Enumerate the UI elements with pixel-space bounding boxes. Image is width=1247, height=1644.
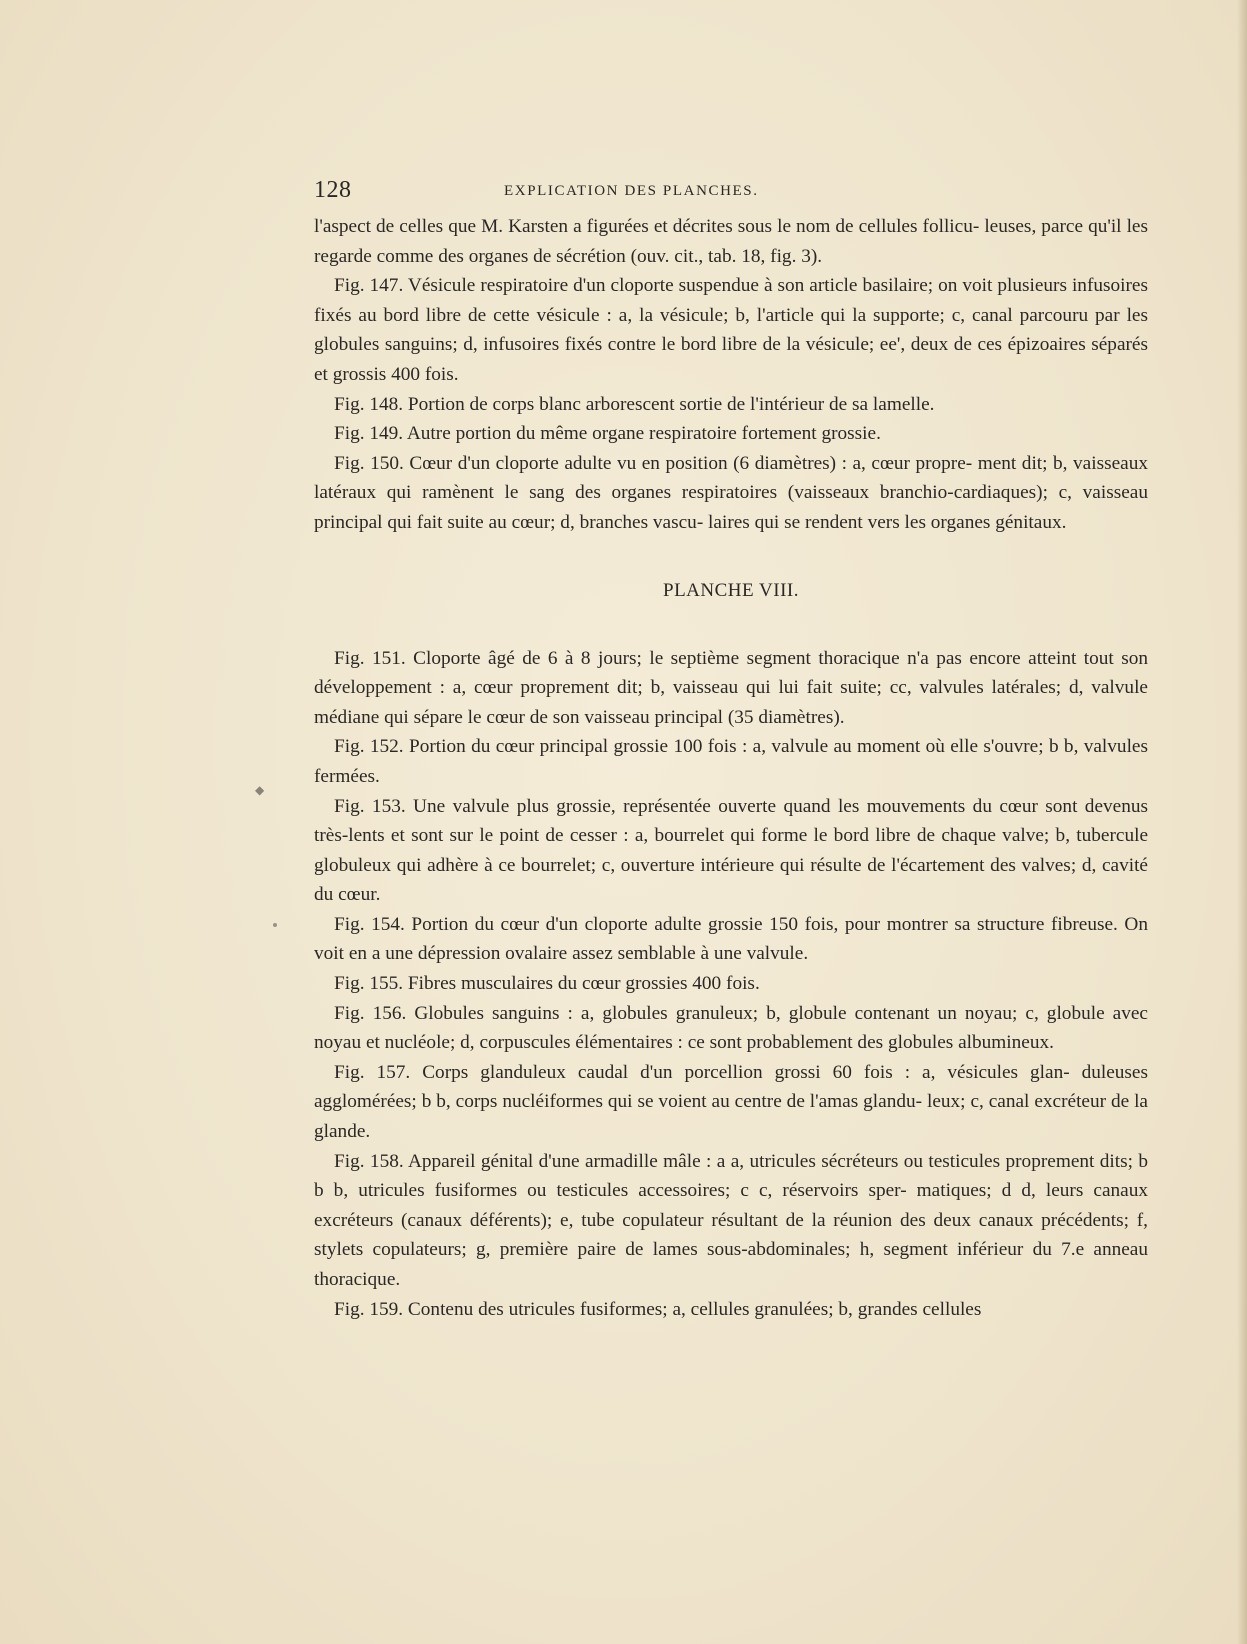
paragraph-fig-153: Fig. 153. Une valvule plus grossie, représentée ouverte quand les mouvements du cœur sont devenus très-lents et sont sur le point de cesser : a, bourrelet qui forme le bord libre de chaque valve; b, tubercule globuleux qui adhère à ce bourrelet; c, ouverture intérieure qui résulte de l'écartement des valves; d, cavité du cœur. xyxy=(314,795,1148,906)
paragraph-fig-149: Fig. 149. Autre portion du même organe respiratoire fortement grossie. xyxy=(334,423,881,445)
margin-dot xyxy=(273,923,277,927)
plate-heading: PLANCHE VIII. xyxy=(663,579,799,601)
paragraph-fig-147: Fig. 147. Vésicule respiratoire d'un cloporte suspendue à son article basilaire; on voit plusieurs infusoires fixés au bord libre de cette vésicule : a, la vésicule; b, l'article qui la supporte; c, canal parcouru par les globules sanguins; d, infusoires fixés contre le bord libre de la vésicule; ee', deux de ces épizoaires séparés et grossis 400 fois. xyxy=(314,275,1148,385)
paragraph-fig-155: Fig. 155. Fibres musculaires du cœur grossies 400 fois. xyxy=(334,973,760,995)
paragraph-fig-151: Fig. 151. Cloporte âgé de 6 à 8 jours; le septième segment thoracique n'a pas encore atteint tout son développement : a, cœur proprement dit; b, vaisseau qui lui fait suite; cc, valvules latérales; d, valvule médiane qui sépare le cœur de son vaisseau principal (35 diamètres). xyxy=(314,647,1148,728)
margin-speck: ◆ xyxy=(255,783,265,797)
paragraph-fig-159: Fig. 159. Contenu des utricules fusiformes; a, cellules granulées; b, grandes cellules xyxy=(334,1298,982,1320)
body-text xyxy=(314,212,1148,1324)
page-header xyxy=(314,177,1144,207)
paragraph-fig-154: Fig. 154. Portion du cœur d'un cloporte adulte grossie 150 fois, pour montrer sa structure fibreuse. On voit en a une dépression ovalaire assez semblable à une valvule. xyxy=(314,913,1148,965)
page-edge-shadow xyxy=(1237,0,1247,1644)
paragraph-fig-152: Fig. 152. Portion du cœur principal grossie 100 fois : a, valvule au moment où elle s'ouvre; b b, valvules fermées. xyxy=(314,736,1148,787)
running-title: EXPLICATION DES PLANCHES. xyxy=(504,183,759,199)
paragraph-fig-158: Fig. 158. Appareil génital d'une armadille mâle : a a, utricules sécréteurs ou testicules proprement dits; b b b, utricules fusiformes ou testicules accessoires; c c, réservoirs sper- matiques; d d, leurs canaux excréteurs (canaux déférents); e, tube copulateur résultant de la réunion des deux canaux précédents; f, stylets copulateurs; g, première paire de lames sous-abdominales; h, segment inférieur du 7.e anneau thoracique. xyxy=(314,1150,1148,1290)
paragraph-fig-157: Fig. 157. Corps glanduleux caudal d'un porcellion grossi 60 fois : a, vésicules glan- duleuses agglomérées; b b, corps nucléiformes qui se voient au centre de l'amas glandu- leux; c, canal excréteur de la glande. xyxy=(314,1061,1148,1143)
page-number: 128 xyxy=(314,177,352,203)
paragraph-fig-148: Fig. 148. Portion de corps blanc arborescent sortie de l'intérieur de sa lamelle. xyxy=(334,393,935,415)
paragraph-fig-150: Fig. 150. Cœur d'un cloporte adulte vu en position (6 diamètres) : a, cœur propre- ment dit; b, vaisseaux latéraux qui ramènent le sang des organes respiratoires (vaisseaux branchio-cardiaques); c, vaisseau principal qui fait suite au cœur; d, branches vascu- laires qui se rendent vers les organes génitaux. xyxy=(314,452,1148,533)
paragraph-fig-156: Fig. 156. Globules sanguins : a, globules granuleux; b, globule contenant un noyau; c, globule avec noyau et nucléole; d, corpuscules élémentaires : ce sont probablement des globules albumineux. xyxy=(314,1002,1148,1054)
paragraph-continuation: l'aspect de celles que M. Karsten a figurées et décrites sous le nom de cellules follicu- leuses, parce qu'il les regarde comme des organes de sécrétion (ouv. cit., tab. 18, fig. 3). xyxy=(314,216,1148,267)
